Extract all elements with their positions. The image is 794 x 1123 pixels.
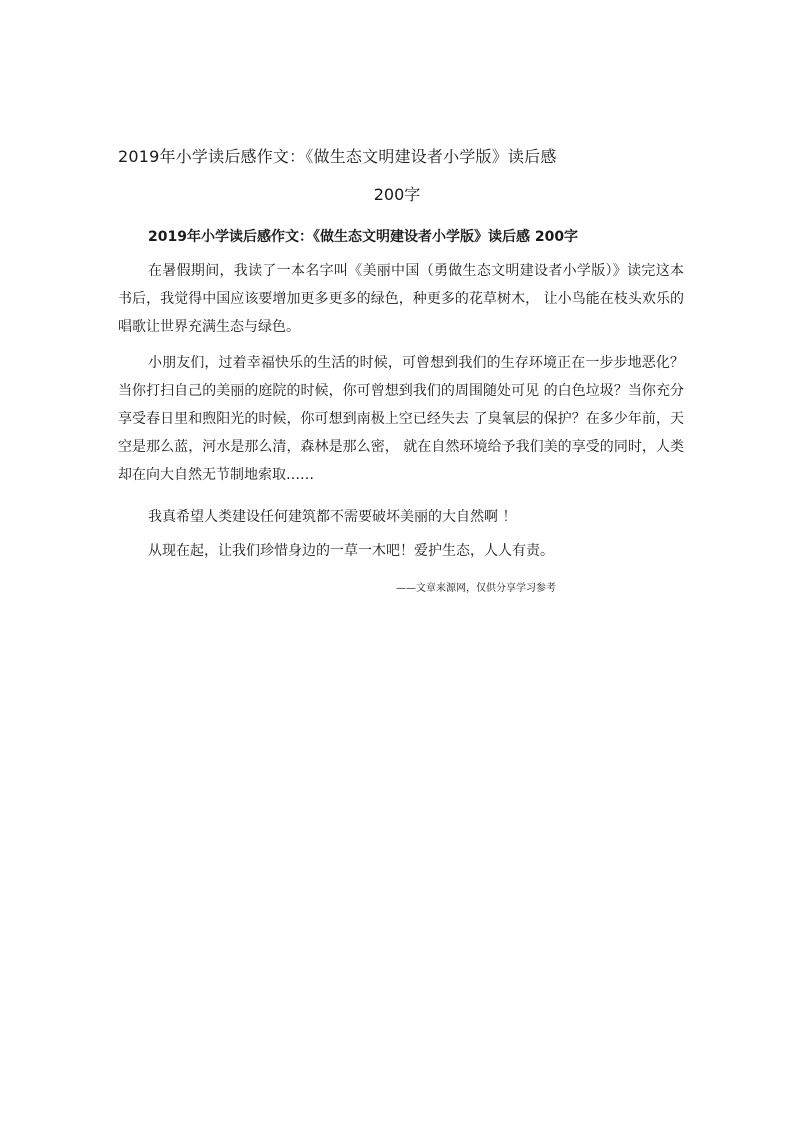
paragraph-1: 在暑假期间，我读了一本名字叫《美丽中国（勇做生态文明建设者小学版）》读完这本书后，我觉得中国应该要增加更多更多的绿色，种更多的花草树木， 让小鸟能在枝头欢乐的唱歌让世界充满生态与绿色。: [118, 263, 684, 335]
document-title: 2019年小学读后感作文：《做生态文明建设者小学版》读后感: [118, 147, 557, 166]
paragraph-4: 从现在起，让我们珍惜身边的一草一木吧！爱护生态，人人有责。: [148, 543, 554, 559]
document-title-continuation: 200字: [373, 185, 421, 204]
document-subtitle: 2019年小学读后感作文：《做生态文明建设者小学版》读后感 200字: [148, 229, 579, 245]
paragraph-3: 我真希望人类建设任何建筑都不需要破坏美丽的大自然啊 ！: [148, 509, 517, 525]
paragraph-2: 小朋友们，过着幸福快乐的生活的时候，可曾想到我们的生存环境正在一步步地恶化？当你打扫自己的美丽的庭院的时候，你可曾想到我们的周围随处可见 的白色垃圾？当你充分享受春日里和煦阳光的时候，你可想到南极上空已经失去 了臭氧层的保护？在多少年前，天空是那么蓝，河水是那么清，森林是那么密， 就在自然环境给予我们美的享受的同时，人类却在向大自然无节制地索取……: [118, 355, 684, 483]
source-note: ——文章来源网，仅供分享学习参考: [396, 583, 556, 594]
